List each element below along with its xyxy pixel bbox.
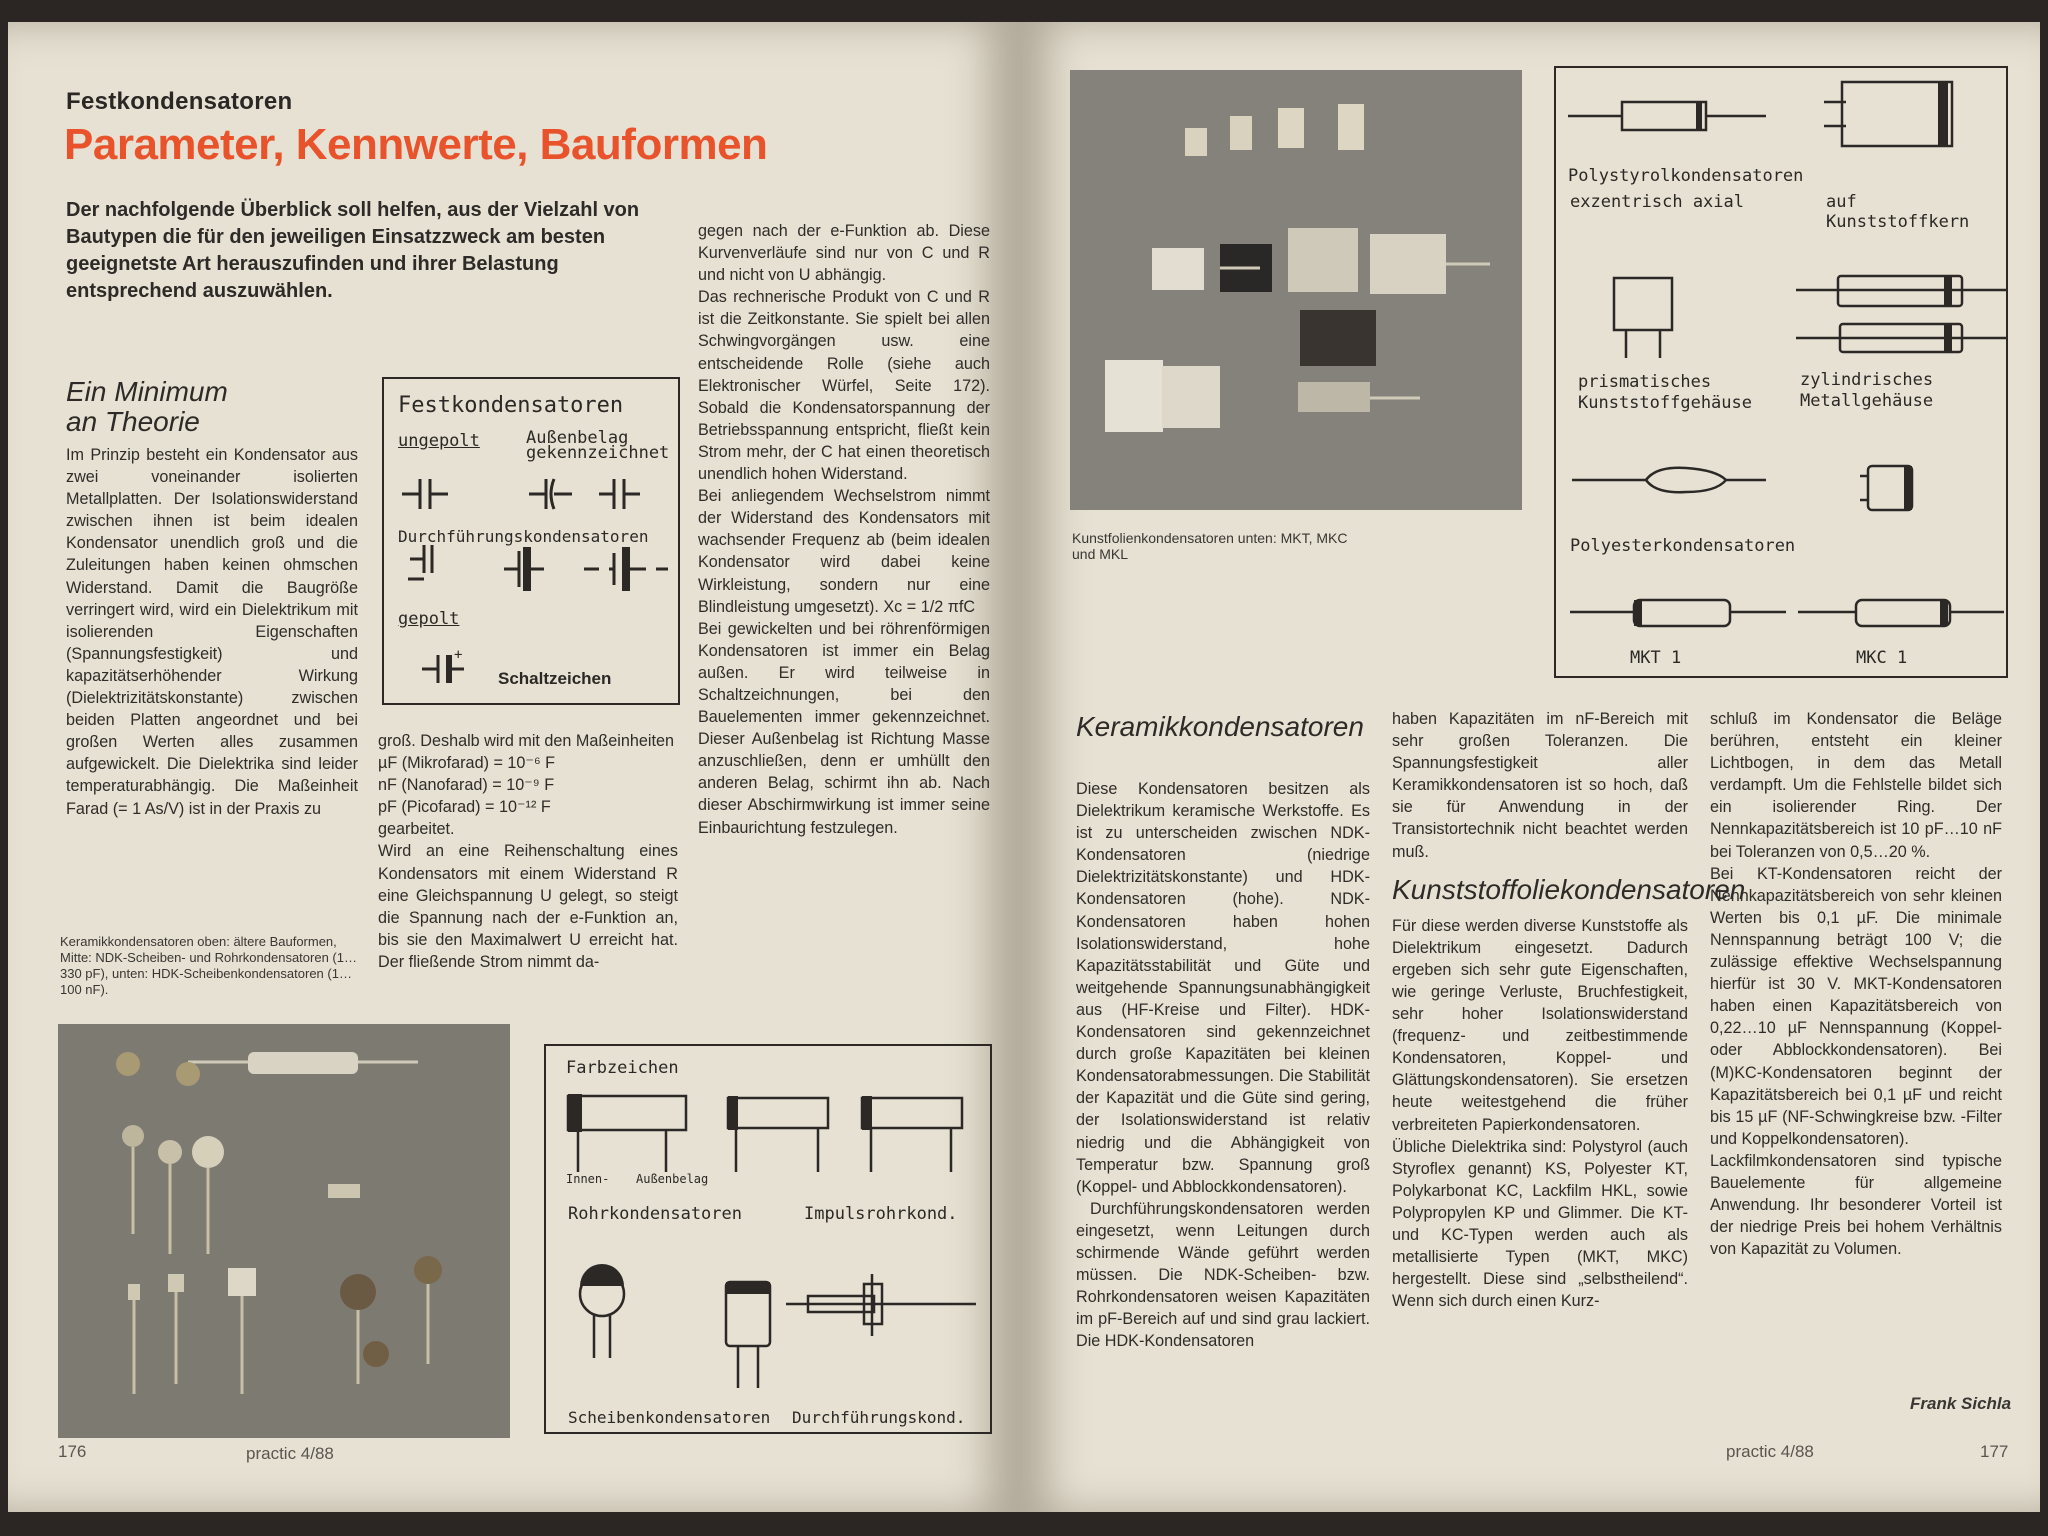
label-kunststoffkern: auf Kunststoffkern <box>1826 192 1970 232</box>
label-schaltzeichen: Schaltzeichen <box>498 669 612 688</box>
label-innen: Innen- <box>566 1172 610 1186</box>
unit-pico: pF (Picofarad) = 10⁻¹² F <box>378 798 551 817</box>
right-col3-text-c: Lackfilmkondensatoren sind typische Bauelemente für allgemeine Anwendung. Ihr besonderer Vorteil ist der niedrige Preis bei hohem Verhältnis von Kapazität zu Volumen. <box>1710 1151 2002 1259</box>
ceramic-drawings-box <box>544 1044 992 1434</box>
label-polystyrol: Polystyrolkondensatoren <box>1568 166 1804 186</box>
page-number-left: 176 <box>58 1442 87 1461</box>
label-scheiben: Scheibenkondensatoren <box>568 1408 771 1427</box>
ceramic-components-icon <box>58 1024 510 1438</box>
left-col1: Im Prinzip besteht ein Kondensator aus zwei voneinander isolierten Metallplatten. Der Isolationswiderstand zwischen ihnen ist beim idealen Kondensator unendlich groß und die Zuleitungen haben keinen ohmschen Widerstand. Damit die Baugröße verringert wird, wird ein Dielektrikum mit isolierenden Eigenschaften (Spannungsfestigkeit) und kapazitätserhöhender Wirkung (Dielektrizitätskonstante) zwischen beiden Platten angeordnet und bei großen Werten alles zusammen aufgewickelt. Die Dielektrika sind leider temperaturabhängig. Die Maßeinheit Farad (= 1 As/V) ist in der Praxis zu <box>66 446 358 818</box>
label-exzentrisch: exzentrisch axial <box>1570 192 1744 212</box>
film-shapes-icon <box>1556 68 2010 680</box>
right-col1-text-a: Diese Kondensatoren besitzen als Dielektrikum keramische Werkstoffe. Es ist zu unterscheiden zwischen NDK-Kondensatoren (niedrige Dielektrizitätskonstante) und HDK-Kondensatoren (hohe). NDK-Kondensatoren haben hohen Isolationswiderstand, hohe Kapazitätsstabilität und Güte und weitgehende Spannungsunabhängigkeit aus (HF-Kreise und Filter). HDK-Kondensatoren sind gekennzeichnet durch große Kapazitäten bei kleinen Kondensatorabmessungen. Die Stabilität der Kapazität und die Güte sind gering, der Isolationswiderstand ist relativ niedrig und die Abhängigkeit von Temperatur bzw. Spannung groß (Koppel- und Abblockkondensatoren). <box>1076 780 1370 1196</box>
subhead-kunststoff: Kunststoffoliekondensatoren <box>1392 873 1746 905</box>
label-aussenbelag-small: Außenbelag <box>636 1172 709 1186</box>
ceramic-photo-caption: Keramikkondensatoren oben: ältere Bauformen, Mitte: NDK-Scheiben- und Rohrkondensatoren (1…330 pF), unten: HDK-Scheibenkondensatoren (1…100 nF). <box>60 934 357 997</box>
right-col2 <box>1392 708 1746 1312</box>
film-photo-caption: Kunstfolienkondensatoren unten: MKT, MKC und MKL <box>1072 530 1348 562</box>
subhead-keramik: Keramikkondensatoren <box>1076 711 1364 742</box>
col3-text-c: Bei anliegendem Wechselstrom nimmt der Widerstand des Kondensators mit wachsender Frequenz ab (beim idealen Kondensator wird dabei keine Wirkleistung, sondern nur eine Blindleistung umgesetzt). Xc = 1/2 πfC <box>698 487 990 616</box>
author: Frank Sichla <box>1910 1394 2012 1413</box>
label-zylindrisch: zylindrisches Metallgehäuse <box>1800 370 1934 411</box>
label-polyester: Polyesterkondensatoren <box>1570 536 1796 556</box>
label-gepolt: gepolt <box>398 609 460 629</box>
right-page <box>1018 22 2040 1512</box>
col2-text-a: groß. Deshalb wird mit den Maßeinheiten <box>378 732 675 750</box>
label-farbzeichen: Farbzeichen <box>566 1058 679 1078</box>
label-mkc: MKC 1 <box>1856 648 1908 668</box>
right-col1-text-b: Durchführungskondensatoren werden eingesetzt, wenn Leitungen durch schirmende Wände geführt werden müssen. Die NDK-Scheiben- bzw. Rohrkondensatoren weisen Kapazitäten im pF-Bereich auf und sind grau lackiert. Die HDK-Kondensatoren <box>1076 1199 1370 1351</box>
label-durchfuehrungskond: Durchführungskond. <box>792 1408 966 1427</box>
right-col1 <box>1076 778 1370 1352</box>
issue-right: practic 4/88 <box>1726 1442 1814 1461</box>
label-durchfuehrung: Durchführungskondensatoren <box>398 527 649 546</box>
col2-text-b: gearbeitet. <box>378 820 455 839</box>
symbols-title: Festkondensatoren <box>398 393 624 418</box>
right-col2-text-b: Für diese werden diverse Kunststoffe als Dielektrikum eingesetzt. Dadurch ergeben sich sehr gute Eigenschaften, wie geringe Verluste, Bruchfestigkeit, sehr hoher Isolationswiderstand (frequenz- und zeitbestimmende Kondensatoren, Koppel- und Glättungskondensatoren). Sie ersetzen heute weitestgehend die früher verbreiteten Papierkondensatoren. <box>1392 916 1688 1134</box>
label-rohrkondensatoren: Rohrkondensatoren <box>568 1204 742 1224</box>
capacitor-symbols-icon <box>384 379 682 707</box>
page-number-right: 177 <box>1980 1442 2009 1461</box>
headline: Parameter, Kennwerte, Bauformen <box>64 120 768 169</box>
ceramic-shapes-icon <box>546 1046 994 1436</box>
right-col3 <box>1710 708 2002 1260</box>
film-drawings-box <box>1554 66 2008 678</box>
svg-text:+: + <box>454 647 463 663</box>
left-page <box>8 22 1018 1512</box>
ceramic-capacitors-photo <box>58 1024 510 1438</box>
film-capacitors-photo <box>1070 70 1522 510</box>
label-mkt: MKT 1 <box>1630 648 1682 668</box>
subhead-theory: Ein Minimum an Theorie <box>66 376 228 437</box>
left-col3 <box>698 220 990 839</box>
issue-left: practic 4/88 <box>246 1444 334 1463</box>
unit-nano: nF (Nanofarad) = 10⁻⁹ F <box>378 776 555 795</box>
right-col2-text-c: Übliche Dielektrika sind: Polystyrol (auch Styroflex genannt) KS, Polyester KT, Polykarbonat KC, Lackfilm HKL, sowie Polypropylen KP und Glimmer. Die KT- und KC-Typen werden auch als metallisierte Typen (MKT, MKC) hergestellt. Diese sind „selbstheilend“. Wenn sich durch einen Kurz- <box>1392 1137 1688 1311</box>
right-col3-text-a: schluß im Kondensator die Beläge berühren, entsteht ein kleiner Lichtbogen, in dem das Metall verdampft. Um die Fehlstelle bildet sich ein isolierender Ring. Der Nennkapazitätsbereich ist 10 pF…10 nF bei Toleranzen von 0,5…20 %. <box>1710 710 2002 861</box>
film-components-icon <box>1070 70 1522 510</box>
symbols-box <box>382 377 680 705</box>
unit-micro: µF (Mikrofarad) = 10⁻⁶ F <box>378 754 556 773</box>
right-col3-text-b: Bei KT-Kondensatoren reicht der Nennkapazitätsbereich von sehr kleinen Werten bis 0,1 µF. Die minimale Nennspannung beträgt 100 V; die zulässige effektive Wechselspannung hierfür ist 30 V. MKT-Kondensatoren haben einen Kapazitätsbereich von 0,22…10 µF Nennspannung (Koppel- oder Abblockkondensatoren). Bei (M)KC-Kondensatoren beginnt der Kapazitätsbereich bei 0,1 µF und reicht bis 15 µF (NF-Schwingkreise bzw. -Filter und Koppelkondensatoren). <box>1710 864 2002 1148</box>
label-aussenbelag: Außenbelag gekennzeichnet <box>526 428 670 463</box>
col2-text-c: Wird an eine Reihenschaltung eines Kondensators mit einem Widerstand R eine Gleichspannung U gelegt, so steigt die Spannung nach der e-Funktion an, bis sie den Maximalwert U erreicht hat. Der fließende Strom nimmt da- <box>378 842 678 971</box>
right-col2-text-a: haben Kapazitäten im nF-Bereich mit sehr großen Toleranzen. Die Spannungsfestigkeit aller Keramikkondensatoren ist so hoch, daß sie für Anwendung in der Transistortechnik nicht beachtet werden muß. <box>1392 710 1688 861</box>
col3-text-d: Bei gewickelten und bei röhrenförmigen Kondensatoren ist immer ein Belag außen. Er wird teilweise in Schaltzeichnungen, bei den Bauelementen immer gekennzeichnet. Dieser Außenbelag ist Richtung Masse anzuschließen, denn er umhüllt den anderen Belag, schirmt ihn ab. Nach dieser Abschirmwirkung ist immer seine Einbaurichtung festzulegen. <box>698 619 990 837</box>
col3-text-a: gegen nach der e-Funktion ab. Diese Kurvenverläufe sind nur von C und R und nicht von U abhängig. <box>698 222 990 285</box>
label-prismatisch: prismatisches Kunststoffgehäuse <box>1578 372 1752 413</box>
lead-paragraph: Der nachfolgende Überblick soll helfen, aus der Vielzahl von Bautypen die für den jeweiligen Einsatzzweck am besten geeignetste Art herauszufinden und ihrer Belastung entsprechend auszuwählen. <box>66 199 640 302</box>
label-impulsrohr: Impulsrohrkond. <box>804 1204 958 1224</box>
left-col2 <box>378 730 678 973</box>
label-ungepolt: ungepolt <box>398 431 480 451</box>
kicker: Festkondensatoren <box>66 88 293 115</box>
col3-text-b: Das rechnerische Produkt von C und R ist die Zeitkonstante. Sie spielt bei allen Schwingvorgängen usw. eine entscheidende Rolle (siehe auch Elektronischer Würfel, Seite 172). Sobald die Kondensatorspannung der Betriebsspannung entspricht, fließt kein Strom mehr, der C hat einen theoretisch unendlich hohen Widerstand. <box>698 288 990 484</box>
